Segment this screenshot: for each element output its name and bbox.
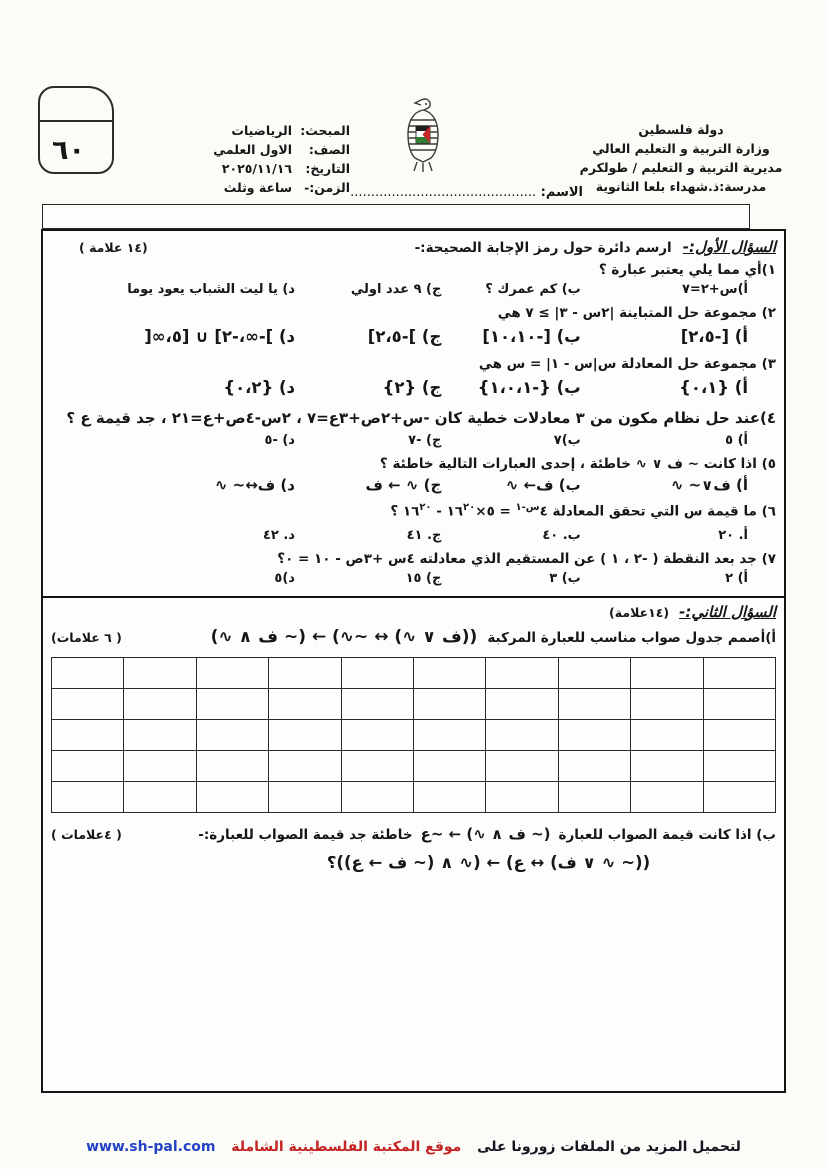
option-c: ج) -٧: [408, 433, 442, 448]
score-badge-divider: [40, 120, 112, 122]
truth-table-cell: [631, 719, 703, 750]
truth-table-row: [52, 781, 776, 812]
question-3-stem: ٣) مجموعة حل المعادلة س|س - ١| = س هي: [478, 356, 776, 372]
section-1-instruction: ارسم دائرة حول رمز الإجابة الصحيحة:-: [414, 240, 672, 256]
footer-site-url-link[interactable]: www.sh-pal.com: [86, 1139, 216, 1155]
truth-table-cell: [196, 781, 268, 812]
truth-table-cell: [52, 688, 124, 719]
option-d: د) ف↔~ ∿: [214, 476, 295, 494]
truth-table-cell: [414, 657, 486, 688]
truth-table-cell: [558, 781, 630, 812]
truth-table-cell: [269, 657, 341, 688]
footer-prefix-text: لتحميل المزيد من الملفات زورونا على: [477, 1139, 741, 1155]
subject-label: المبحث:: [300, 123, 350, 138]
truth-table-cell: [124, 781, 196, 812]
part-b-text-2: خاطئة جد قيمة الصواب للعبارة:-: [198, 826, 413, 843]
truth-table-cell: [269, 781, 341, 812]
truth-table-cell: [631, 781, 703, 812]
truth-table-row: [52, 657, 776, 688]
part-b-target-formula: ((~ ∿ ∨ ف) ↔ ع) ← (∿ ∧ (~ ف ← ع))؟: [326, 852, 651, 872]
school-line: مدرسة:ذ.شهداء بلعا الثانوية: [595, 179, 767, 194]
question-5-stem: ٥) اذا كانت ~ ف ∨ ∿ خاطئة ، إحدى العبارات التالية خاطئة ؟: [379, 456, 776, 472]
question-4: [51, 409, 776, 448]
truth-table-cell: [414, 688, 486, 719]
question-3: [51, 356, 776, 397]
truth-table-cell: [703, 750, 775, 781]
question-3-options: [51, 378, 776, 397]
option-a: أ) [-٢،٥]: [680, 327, 748, 346]
section-2-header: [51, 603, 776, 621]
truth-table-cell: [341, 657, 413, 688]
exam-info-block: [172, 121, 350, 197]
question-1: [51, 262, 776, 297]
truth-table-cell: [558, 657, 630, 688]
question-4-options: [51, 433, 776, 448]
truth-table-cell: [414, 750, 486, 781]
student-name-label: الاسم:: [540, 185, 583, 200]
q6-text: = ٥×١٦: [446, 503, 516, 520]
truth-table-cell: [486, 719, 558, 750]
truth-table-cell: [269, 688, 341, 719]
header-strip-box: [42, 204, 750, 229]
option-a: أ) ٢: [725, 570, 748, 586]
option-d: د) -٥: [264, 433, 295, 448]
truth-table-cell: [269, 750, 341, 781]
truth-table-cell: [631, 688, 703, 719]
footer-site-name: موقع المكتبة الفلسطينية الشاملة: [231, 1139, 462, 1155]
part-b-condition-formula: (~ ف ∧ ∿) ← ~ع: [420, 824, 551, 843]
truth-table-cell: [703, 688, 775, 719]
section-2-part-a: [51, 627, 776, 647]
truth-table-cell: [124, 657, 196, 688]
question-7: [51, 551, 776, 586]
part-a-text: أ)أصمم جدول صواب مناسب للعبارة المركبة: [487, 629, 776, 646]
truth-table-cell: [486, 657, 558, 688]
section-1: [51, 237, 776, 586]
truth-table-cell: [558, 688, 630, 719]
chest-shield: [416, 126, 430, 143]
section-2-marks: (١٤علامة): [609, 604, 670, 620]
option-d: د) ]-∞،-٢] ∪ [٥،∞[: [144, 327, 295, 346]
section-1-header: [51, 237, 776, 256]
state-line: دولة فلسطين: [638, 122, 724, 137]
option-d: د) {٠،٢}: [223, 378, 295, 397]
score-value: ٦٠: [52, 135, 85, 166]
exam-body-box: [41, 229, 786, 1093]
option-a: أ)س+٢=٧: [681, 282, 748, 297]
part-a-marks: ( ٦ علامات): [51, 629, 122, 645]
part-a-formula: ((ف ∨ ∿) ↔ ~∿) ← (~ ف ∧ ∿): [210, 626, 478, 647]
question-7-stem: ٧) جد بعد النقطة ( -٢ ، ١ ) عن المستقيم الذي معادلته ٤س +٣ص - ١٠ = ٠؟: [277, 550, 776, 567]
grade-row: [172, 140, 350, 159]
q6-text: ؟: [390, 503, 403, 520]
option-b: ب) {-١،٠،١}: [477, 378, 581, 397]
truth-table-cell: [558, 750, 630, 781]
date-label: التاريخ:: [305, 161, 350, 176]
option-c: ج) ٩ عدد اولي: [350, 282, 442, 297]
section-2: [43, 596, 784, 872]
option-b: ب. ٤٠: [542, 527, 581, 543]
truth-table-cell: [341, 688, 413, 719]
section-2-title: السؤال الثاني:-: [679, 602, 776, 621]
section-1-marks: (١٤ علامة ): [79, 240, 148, 255]
option-c: ج) {٢}: [382, 378, 442, 397]
truth-table-cell: [52, 750, 124, 781]
q6-exponent-1: س-١: [515, 502, 540, 513]
grade-value: الاول العلمي: [213, 142, 292, 157]
question-1-stem: ١)أي مما يلي يعتبر عبارة ؟: [598, 262, 776, 278]
date-row: [172, 159, 350, 178]
q6-exponent-3: ٢٠: [419, 502, 432, 513]
footer-credit: [0, 1139, 827, 1155]
q6-text: - ١٦: [402, 503, 447, 520]
truth-table-cell: [486, 750, 558, 781]
truth-table-cell: [486, 781, 558, 812]
question-6: [51, 502, 776, 543]
option-c: ج) ١٥: [405, 570, 442, 586]
truth-table-row: [52, 750, 776, 781]
question-6-options: [51, 528, 776, 543]
truth-table-cell: [341, 781, 413, 812]
duration-value: ساعة وثلث: [223, 180, 292, 195]
option-c: ج) ∿ ← ف: [365, 476, 442, 494]
part-b-marks: ( ٤علامات ): [51, 826, 122, 842]
grade-label: الصف:: [308, 142, 350, 157]
question-4-stem: ٤)عند حل نظام مكون من ٣ معادلات خطية كان -س+٢ص+٣ع=٧ ، ٢س-٤ص+ع=٢١ ، جد قيمة ع ؟: [66, 409, 776, 427]
palestine-eagle-emblem: [391, 95, 455, 179]
truth-table: [51, 657, 776, 813]
student-name-blank: .............................................: [350, 185, 537, 200]
part-b-text: ب) اذا كانت قيمة الصواب للعبارة: [558, 826, 776, 843]
question-2: [51, 305, 776, 346]
truth-table-cell: [341, 719, 413, 750]
truth-table-cell: [196, 688, 268, 719]
subject-row: [172, 121, 350, 140]
truth-table-cell: [196, 719, 268, 750]
ministry-line: وزارة التربية و التعليم العالي: [592, 141, 770, 156]
duration-label: الزمن:-: [304, 180, 350, 195]
question-5-options: [51, 476, 776, 494]
option-d: د) يا ليت الشباب يعود يوما: [127, 282, 295, 297]
truth-table-cell: [269, 719, 341, 750]
score-badge: [38, 86, 114, 174]
q6-text: ٦) ما قيمة س التي تحقق المعادلة ٤: [539, 503, 776, 520]
truth-table-cell: [414, 719, 486, 750]
section-1-title: السؤال الأول:-: [682, 238, 776, 256]
option-b: ب) [-١٠،١٠]: [482, 327, 581, 346]
option-c: ج. ٤١: [406, 527, 442, 543]
option-a: أ. ٢٠: [718, 527, 748, 543]
option-a: أ) ف∨~ ∿: [670, 476, 748, 494]
truth-table-cell: [558, 719, 630, 750]
option-b: ب)٧: [553, 433, 581, 448]
question-1-options: [51, 282, 776, 297]
truth-table-cell: [341, 750, 413, 781]
truth-table-cell: [703, 719, 775, 750]
subject-value: الرياضيات: [231, 123, 292, 138]
directorate-line: مديرية التربية و التعليم / طولكرم: [579, 160, 783, 175]
section-2-part-b: [51, 825, 776, 843]
option-b: ب) ٣: [549, 570, 581, 586]
q6-exponent-2: ٢٠: [463, 502, 476, 513]
date-value: ٢٠٢٥/١١/١٦: [221, 161, 292, 176]
truth-table-cell: [124, 719, 196, 750]
question-2-stem: ٢) مجموعة حل المتباينة |٢س - ٣| ≥ ٧ هي: [497, 305, 776, 321]
truth-table-cell: [124, 688, 196, 719]
truth-table-cell: [124, 750, 196, 781]
truth-table-row: [52, 688, 776, 719]
question-6-stem: [51, 502, 776, 520]
option-b: ب) كم عمرك ؟: [485, 282, 581, 297]
question-5: [51, 456, 776, 494]
ministry-block: [575, 120, 787, 196]
option-d: د. ٤٢: [262, 527, 295, 543]
truth-table-cell: [631, 657, 703, 688]
truth-table-cell: [414, 781, 486, 812]
truth-table-cell: [52, 657, 124, 688]
option-d: د)٥: [274, 570, 295, 586]
truth-table-cell: [52, 781, 124, 812]
truth-table-cell: [196, 657, 268, 688]
option-c: ج) ]-٢،٥]: [367, 327, 442, 346]
student-name-row: [350, 185, 583, 200]
duration-row: [172, 178, 350, 197]
truth-table-cell: [52, 719, 124, 750]
option-b: ب) ف← ∿: [505, 476, 581, 494]
truth-table-cell: [196, 750, 268, 781]
truth-table-cell: [631, 750, 703, 781]
truth-table-cell: [486, 688, 558, 719]
option-a: أ) ٥: [725, 433, 748, 448]
question-2-options: [51, 327, 776, 346]
truth-table-cell: [703, 657, 775, 688]
question-7-options: [51, 571, 776, 586]
option-a: أ) {٠،١}: [679, 378, 748, 397]
truth-table-cell: [703, 781, 775, 812]
truth-table-row: [52, 719, 776, 750]
